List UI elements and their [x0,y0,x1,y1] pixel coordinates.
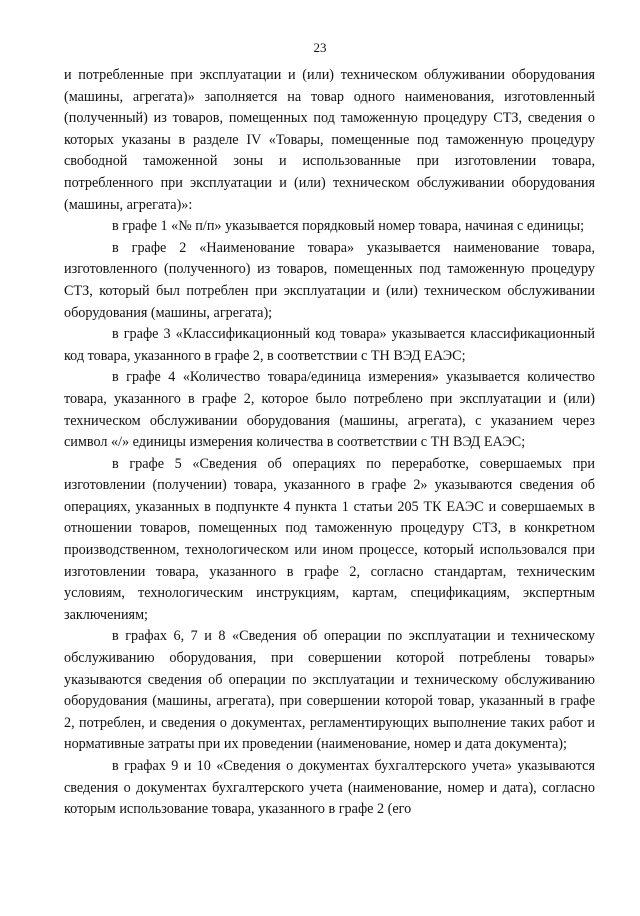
page-number: 23 [313,40,327,55]
paragraph-column-1: в графе 1 «№ п/п» указывается порядковый номер товара, начиная с единицы; [112,218,585,235]
body-text [64,65,595,821]
paragraph-columns-9-10: в графах 9 и 10 «Сведения о документах бухгалтерского учета» указываются сведения о документах бухгалтерского учета (наименование, номер и дата), согласно которым использование товара, указанного в графе 2 (его [64,758,595,818]
paragraph-column-4: в графе 4 «Количество товара/единица измерения» указывается количество товара, указанного в графе 2, которое было потреблено при эксплуатации и (или) техническом обслуживании оборудования (машины, агрегата), с указанием через символ «/» единицы измерения количества в соответствии с ТН ВЭД ЕАЭС; [64,369,595,451]
paragraph-column-5: в графе 5 «Сведения об операциях по переработке, совершаемых при изготовлении (получении) товара, указанного в графе 2» указываются сведения об операциях, указанных в подпункте 4 пункта 1 статьи 205 ТК ЕАЭС и совершаемых в отношении товаров, помещенных под таможенную процедуру СТЗ, в конкретном производственном, технологическом или ином процессе, который использовался при изготовлении товара, указанного в графе 2, согласно стандартам, техническим условиям, технологическим инструкциям, картам, спецификациям, экспертным заключениям; [64,455,595,623]
paragraph-columns-6-8: в графах 6, 7 и 8 «Сведения об операции по эксплуатации и техническому обслуживанию оборудования, при совершении которой потреблены товары» указываются сведения об операции по эксплуатации и техническому обслуживанию оборудования (машины, агрегата), при совершении которой товар, указанный в графе 2, потреблен, и сведения о документах, регламентирующих выполнение таких работ и нормативные затраты при их проведении (наименование, номер и дата документа); [64,628,595,753]
paragraph-column-3: в графе 3 «Классификационный код товара» указывается классификационный код товара, указанного в графе 2, в соответствии с ТН ВЭД ЕАЭС; [64,326,595,364]
paragraph-column-2: в графе 2 «Наименование товара» указывается наименование товара, изготовленного (полученного) из товаров, помещенных под таможенную процедуру СТЗ, который был потреблен при эксплуатации и (или) техническом обслуживании оборудования (машины, агрегата); [64,239,595,321]
paragraph-continuation: и потребленные при эксплуатации и (или) техническом облуживании оборудования (машины, агрегата)» заполняется на товар одного наименования, изготовленный (полученный) из товаров, помещенных под таможенную процедуру СТЗ, сведения о которых указаны в разделе IV «Товары, помещенные под таможенную процедуру свободной таможенной зоны и использованные при изготовлении товара, потребленного при эксплуатации и (или) техническом обслуживании оборудования (машины, агрегата)»: [64,67,595,213]
